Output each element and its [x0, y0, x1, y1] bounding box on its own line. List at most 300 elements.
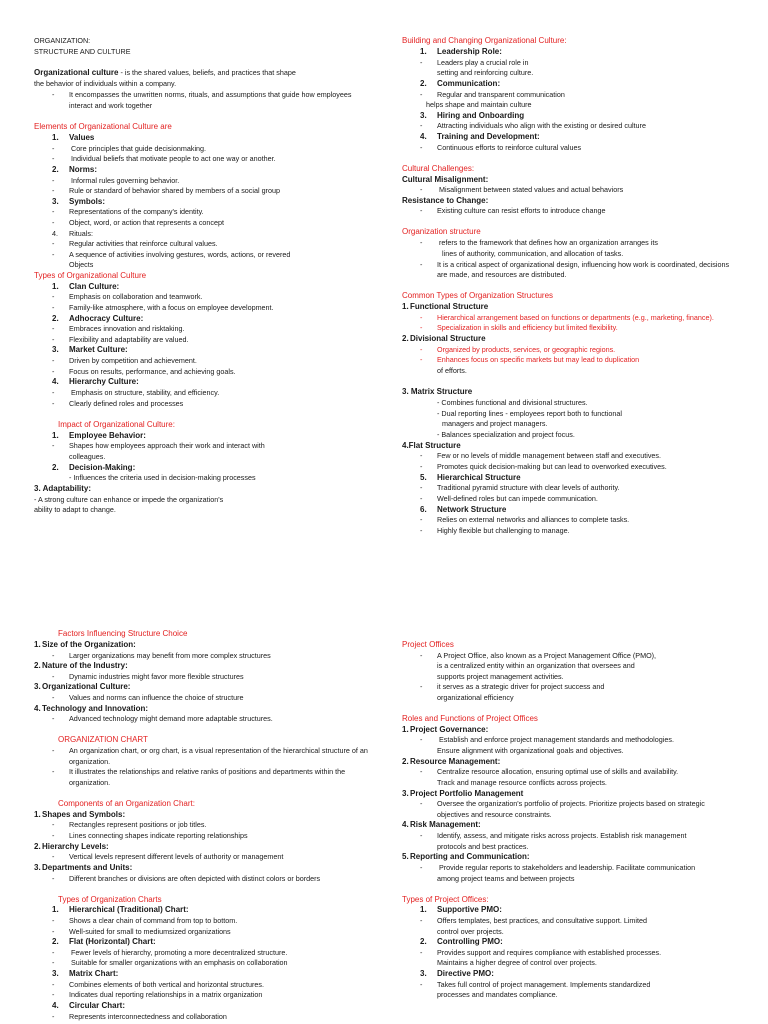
line-text: Training and Development:	[437, 132, 540, 141]
list-marker: -	[420, 948, 423, 957]
line-text: - Influences the criteria used in decision-making processes	[69, 473, 256, 482]
line-text: Object, word, or action that represents a concept	[69, 218, 225, 227]
list-marker: 2.	[52, 165, 59, 174]
line-text: Hierarchy Culture:	[69, 377, 139, 386]
doc-line-rf3b	[402, 810, 552, 821]
line-text: Divisional Structure	[410, 334, 486, 343]
list-marker: -	[52, 303, 55, 312]
line-text: Hierarchy Levels:	[42, 842, 109, 851]
line-text: Few or no levels of middle management between staff and executives.	[437, 451, 662, 460]
list-marker: -	[52, 693, 55, 702]
doc-line-ty2b	[34, 335, 188, 346]
list-marker: -	[420, 494, 423, 503]
doc-line-tc4a	[34, 1012, 227, 1023]
doc-line-f3	[34, 682, 130, 693]
list-marker: -	[420, 831, 423, 840]
doc-line-rh4	[402, 291, 553, 302]
list-marker: -	[52, 441, 55, 450]
doc-line-f1	[34, 640, 136, 651]
line-text: Symbols:	[69, 197, 106, 206]
doc-line-e4b	[34, 250, 290, 261]
doc-line-tc2a	[34, 948, 287, 959]
doc-line-e1	[34, 133, 94, 144]
doc-line-tp2	[402, 937, 503, 948]
list-marker: 3.	[34, 682, 41, 691]
doc-line-ty4a	[34, 388, 219, 399]
line-text: Indicates dual reporting relationships in a matrix organization	[69, 990, 263, 999]
list-marker: -	[420, 451, 423, 460]
list-marker: -	[52, 927, 55, 936]
line-text: ORGANIZATION CHART	[58, 735, 148, 744]
line-text: interact and work together	[69, 101, 153, 110]
list-marker: -	[420, 526, 423, 535]
list-marker: -	[420, 345, 423, 354]
doc-line-st5a	[402, 483, 620, 494]
doc-line-st6	[402, 505, 506, 516]
doc-line-r4a	[402, 143, 581, 154]
doc-line-co2	[34, 842, 109, 853]
line-text: supports project management activities.	[437, 672, 564, 681]
list-marker: 3.	[52, 197, 59, 206]
line-text: Resistance to Change:	[402, 196, 489, 205]
list-marker: 5.	[420, 473, 427, 482]
line-text: processes and mandates compliance.	[437, 990, 558, 999]
doc-line-ty4b	[34, 399, 183, 410]
line-text: Fewer levels of hierarchy, promoting a more decentralized structure.	[69, 948, 288, 957]
list-marker: -	[420, 206, 423, 215]
line-text: Oversee the organization's portfolio of projects. Prioritize projects based on strategic	[437, 799, 705, 808]
doc-line-os2	[402, 249, 623, 260]
line-text: Regular activities that reinforce cultural values.	[69, 239, 218, 248]
doc-line-r1b	[402, 68, 533, 79]
doc-line-os3	[402, 260, 729, 271]
doc-line-tc4	[34, 1001, 125, 1012]
line-text: Emphasis on structure, stability, and efficiency.	[69, 388, 220, 397]
doc-line-r2b	[402, 100, 532, 111]
list-marker: 2.	[52, 463, 59, 472]
line-text: control over projects.	[437, 927, 504, 936]
list-marker: -	[52, 1012, 55, 1021]
doc-line-ch3	[34, 767, 345, 778]
doc-line-cc1	[402, 175, 488, 186]
list-marker: -	[52, 874, 55, 883]
list-marker: 1.	[52, 905, 59, 914]
line-text: Enhances focus on specific markets but may lead to duplication	[437, 355, 640, 364]
doc-line-ty1b	[34, 303, 274, 314]
doc-line-ty3a	[34, 356, 197, 367]
line-text: Flexibility and adaptability are valued.	[69, 335, 189, 344]
doc-line-st2a	[402, 345, 615, 356]
line-text: Identify, assess, and mitigate risks across projects. Establish risk management	[437, 831, 687, 840]
doc-line-tc1	[34, 905, 189, 916]
list-marker: -	[420, 238, 423, 247]
doc-line-rf1	[402, 725, 488, 736]
line-text: Controlling PMO:	[437, 937, 503, 946]
list-marker: -	[420, 515, 423, 524]
line-text: Components of an Organization Chart:	[58, 799, 195, 808]
list-marker: -	[52, 292, 55, 301]
line-text: Informal rules governing behavior.	[69, 176, 180, 185]
line-text: Project Offices	[402, 640, 454, 649]
line-text: Roles and Functions of Project Offices	[402, 714, 538, 723]
line-text: Existing culture can resist efforts to introduce change	[437, 206, 606, 215]
doc-line-st4b	[402, 462, 667, 473]
list-marker: -	[52, 324, 55, 333]
list-marker: -	[52, 176, 55, 185]
list-marker: -	[420, 916, 423, 925]
doc-line-rf4a	[402, 831, 687, 842]
list-marker: -	[52, 144, 55, 153]
line-text: Hierarchical Structure	[437, 473, 521, 482]
line-text: Directive PMO:	[437, 969, 494, 978]
line-text: the behavior of individuals within a company.	[34, 79, 177, 88]
list-marker: 4.	[52, 1001, 59, 1010]
doc-line-tch	[34, 895, 162, 906]
doc-line-tc1a	[34, 916, 237, 927]
doc-line-e4	[34, 229, 93, 240]
doc-line-st2	[402, 334, 486, 345]
list-marker: -	[420, 58, 423, 67]
doc-line-e2	[34, 165, 97, 176]
line-text: Flat (Horizontal) Chart:	[69, 937, 156, 946]
doc-line-rf1a	[402, 735, 674, 746]
doc-line-r2a	[402, 90, 565, 101]
doc-line-e2b	[34, 186, 280, 197]
list-marker: -	[420, 735, 423, 744]
line-text: Advanced technology might demand more adaptable structures.	[69, 714, 273, 723]
list-marker: -	[52, 90, 55, 99]
line-text: 4.Flat Structure	[402, 441, 461, 450]
doc-line-rf3a	[402, 799, 705, 810]
doc-line-po5	[402, 693, 514, 704]
line-text: Well-suited for small to mediumsized organizations	[69, 927, 231, 936]
doc-line-rf4	[402, 820, 481, 831]
doc-line-rf5	[402, 852, 530, 863]
doc-line-tc3a	[34, 980, 264, 991]
list-marker: 2.	[420, 937, 427, 946]
list-marker: 3.	[420, 111, 427, 120]
doc-line-im1b	[34, 452, 105, 463]
doc-line-st2b	[402, 355, 639, 366]
line-text: objectives and resource constraints.	[437, 810, 552, 819]
list-marker: 2.	[34, 661, 41, 670]
line-text: Leadership Role:	[437, 47, 502, 56]
doc-line-rf2a	[402, 767, 678, 778]
list-marker: -	[52, 367, 55, 376]
doc-line-co3a	[34, 874, 320, 885]
doc-line-st6a	[402, 515, 629, 526]
line-text: organizational efficiency	[437, 693, 514, 702]
line-text: Provide regular reports to stakeholders and leadership. Facilitate communication	[437, 863, 696, 872]
line-text: Hierarchical arrangement based on functions or departments (e.g., marketing, finance).	[437, 313, 714, 322]
line-text: Rituals:	[69, 229, 93, 238]
list-marker: 1.	[420, 905, 427, 914]
line-text: Types of Organization Charts	[58, 895, 162, 904]
line-text: Offers templates, best practices, and consultative support. Limited	[437, 916, 648, 925]
line-text: Project Governance:	[410, 725, 489, 734]
line-text: Organized by products, services, or geographic regions.	[437, 345, 616, 354]
doc-line-st6b	[402, 526, 570, 537]
line-text: Norms:	[69, 165, 98, 174]
list-marker: 2.	[402, 757, 409, 766]
doc-line-e4a	[34, 239, 218, 250]
line-text: ORGANIZATION:	[34, 36, 91, 45]
line-text: Technology and Innovation:	[42, 704, 149, 713]
doc-line-st1	[402, 302, 488, 313]
list-marker: 1.	[52, 133, 59, 142]
list-marker: 1.	[34, 640, 41, 649]
line-text: Maintains a higher degree of control over projects.	[437, 958, 597, 967]
list-marker: -	[52, 852, 55, 861]
list-marker: -	[420, 767, 423, 776]
line-text: Regular and transparent communication	[437, 90, 565, 99]
doc-line-os4	[402, 270, 566, 281]
list-marker: -	[52, 746, 55, 755]
line-text: Shapes and Symbols:	[42, 810, 126, 819]
list-marker: -	[52, 767, 55, 776]
doc-line-st5	[402, 473, 521, 484]
line-text: Building and Changing Organizational Culture:	[402, 36, 567, 45]
line-text: organization.	[69, 778, 111, 787]
line-text: managers and project managers.	[442, 419, 548, 428]
doc-line-rf3	[402, 789, 523, 800]
line-text: organization.	[69, 757, 111, 766]
doc-line-co1b	[34, 831, 248, 842]
doc-line-rf5a	[402, 863, 695, 874]
line-text: - Balances specialization and project focus.	[437, 430, 575, 439]
line-text: It is a critical aspect of organizational design, influencing how work is coordinated, decisions	[437, 260, 730, 269]
line-text: helps shape and maintain culture	[426, 100, 532, 109]
list-marker: 4.	[402, 820, 409, 829]
line-text: refers to the framework that defines how an organization arranges its	[437, 238, 658, 247]
line-text: Different branches or divisions are often depicted with distinct colors or borders	[69, 874, 321, 883]
doc-line-oc2	[34, 79, 176, 90]
line-text: Individual beliefs that motivate people to act one way or another.	[69, 154, 276, 163]
doc-line-f1a	[34, 651, 271, 662]
list-marker: 4.	[34, 704, 41, 713]
line-text: Types of Project Offices:	[402, 895, 489, 904]
line-text: Attracting individuals who align with the existing or desired culture	[437, 121, 646, 130]
list-marker: 3.	[52, 345, 59, 354]
doc-line-rf2	[402, 757, 500, 768]
list-marker: 2.	[52, 937, 59, 946]
list-marker: 1.	[402, 302, 409, 311]
line-text: Hiring and Onboarding	[437, 111, 525, 120]
list-marker: -	[420, 121, 423, 130]
doc-line-co3	[34, 863, 132, 874]
line-text: Shows a clear chain of command from top to bottom.	[69, 916, 238, 925]
list-marker: 1.	[34, 810, 41, 819]
list-marker: -	[52, 831, 55, 840]
line-text: - Dual reporting lines - employees report both to functional	[437, 409, 622, 418]
doc-line-r4	[402, 132, 540, 143]
doc-line-ty1a	[34, 292, 202, 303]
line-text: Organizational Culture:	[42, 682, 131, 691]
doc-line-fh	[34, 629, 187, 640]
doc-line-e1b	[34, 154, 276, 165]
doc-line-r3	[402, 111, 524, 122]
line-text: lines of authority, communication, and allocation of tasks.	[442, 249, 624, 258]
line-text: Continuous efforts to reinforce cultural values	[437, 143, 582, 152]
line-text: is a centralized entity within an organization that oversees and	[437, 661, 635, 670]
list-marker: 2.	[52, 314, 59, 323]
line-text: Ensure alignment with organizational goals and objectives.	[437, 746, 624, 755]
line-text: It illustrates the relationships and relative ranks of positions and departments within the	[69, 767, 346, 776]
doc-line-st3c	[402, 419, 547, 430]
doc-line-e2a	[34, 176, 179, 187]
line-text: Well-defined roles but can impede communication.	[437, 494, 598, 503]
line-text: Focus on results, performance, and achieving goals.	[69, 367, 236, 376]
doc-line-tp2a	[402, 948, 661, 959]
line-text: Combines elements of both vertical and horizontal structures.	[69, 980, 264, 989]
doc-line-tp3a	[402, 980, 650, 991]
line-text: Communication:	[437, 79, 501, 88]
doc-line-tc3b	[34, 990, 262, 1001]
list-marker: -	[420, 863, 423, 872]
doc-line-rf2b	[402, 778, 607, 789]
doc-line-f4	[34, 704, 148, 715]
list-marker: -	[52, 154, 55, 163]
doc-line-cc2	[402, 196, 488, 207]
line-text: Nature of the Industry:	[42, 661, 128, 670]
doc-line-r2	[402, 79, 500, 90]
line-text: Supportive PMO:	[437, 905, 502, 914]
doc-line-tp2b	[402, 958, 597, 969]
line-text: Representations of the company's identity.	[69, 207, 204, 216]
list-marker: -	[52, 714, 55, 723]
doc-line-e4c	[34, 260, 93, 271]
list-marker: -	[420, 980, 423, 989]
doc-line-ch2	[34, 757, 110, 768]
line-text: Takes full control of project management. Implements standardized	[437, 980, 651, 989]
doc-line-st1a	[402, 313, 714, 324]
line-text: it serves as a strategic driver for project success and	[437, 682, 605, 691]
line-text: protocols and best practices.	[437, 842, 529, 851]
list-marker: -	[52, 948, 55, 957]
doc-line-ty3	[34, 345, 128, 356]
doc-line-st1b	[402, 323, 618, 334]
line-text: Driven by competition and achievement.	[69, 356, 197, 365]
line-text: Hierarchical (Traditional) Chart:	[69, 905, 189, 914]
line-text: Traditional pyramid structure with clear levels of authority.	[437, 483, 620, 492]
doc-line-ty2	[34, 314, 143, 325]
doc-line-os1	[402, 238, 658, 249]
line-text: Project Portfolio Management	[410, 789, 524, 798]
line-text: Leaders play a crucial role in	[437, 58, 529, 67]
line-text: A Project Office, also known as a Project Management Office (PMO),	[437, 651, 657, 660]
list-marker: 5.	[402, 852, 409, 861]
doc-line-ch1	[34, 746, 368, 757]
doc-line-tc1b	[34, 927, 231, 938]
line-text: Promotes quick decision-making but can lead to overworked executives.	[437, 462, 667, 471]
doc-line-st3	[402, 387, 472, 398]
doc-line-im3b	[34, 505, 116, 516]
list-marker: -	[52, 672, 55, 681]
doc-line-oc	[34, 68, 296, 79]
list-marker: 3.	[402, 789, 409, 798]
line-text: 3. Matrix Structure	[402, 387, 473, 396]
line-text: Organization structure	[402, 227, 481, 236]
list-marker: 1.	[402, 725, 409, 734]
line-text: Employee Behavior:	[69, 431, 146, 440]
line-text: Impact of Organizational Culture:	[58, 420, 175, 429]
line-text: Family-like atmosphere, with a focus on employee development.	[69, 303, 274, 312]
line-text: Cultural Challenges:	[402, 164, 475, 173]
doc-line-st4a	[402, 451, 661, 462]
doc-line-st3a	[402, 398, 588, 409]
doc-line-ty2a	[34, 324, 184, 335]
doc-line-tc2	[34, 937, 156, 948]
list-marker: -	[52, 239, 55, 248]
doc-line-r1	[402, 47, 502, 58]
doc-line-im1a	[34, 441, 265, 452]
doc-line-f2a	[34, 672, 244, 683]
list-marker: 1.	[52, 431, 59, 440]
doc-line-po3	[402, 672, 564, 683]
doc-line-cc1a	[402, 185, 623, 196]
line-text: Size of the Organization:	[42, 640, 136, 649]
doc-line-st2c	[402, 366, 467, 377]
doc-line-h3	[34, 420, 175, 431]
list-marker: -	[52, 916, 55, 925]
list-marker: -	[420, 682, 423, 691]
line-text: 3. Adaptability:	[34, 484, 92, 493]
line-text: Decision-Making:	[69, 463, 136, 472]
doc-line-rf1b	[402, 746, 624, 757]
doc-line-tc3	[34, 969, 118, 980]
doc-line-cc2a	[402, 206, 605, 217]
line-text: - A strong culture can enhance or impede the organization's	[34, 495, 224, 504]
doc-line-st4	[402, 441, 461, 452]
doc-line-im1	[34, 431, 146, 442]
doc-line-rf5b	[402, 874, 574, 885]
line-text: Core principles that guide decisionmaking.	[69, 144, 207, 153]
line-text: of efforts.	[437, 366, 467, 375]
list-marker: -	[52, 958, 55, 967]
line-text: Market Culture:	[69, 345, 128, 354]
doc-line-ch4	[34, 778, 110, 789]
doc-line-e3a	[34, 207, 204, 218]
line-text: Relies on external networks and alliances to complete tasks.	[437, 515, 630, 524]
doc-line-po4	[402, 682, 604, 693]
doc-line-rf4b	[402, 842, 529, 853]
doc-line-f3a	[34, 693, 243, 704]
doc-line-e3b	[34, 218, 224, 229]
list-marker: -	[52, 356, 55, 365]
doc-line-tp1b	[402, 927, 504, 938]
doc-line-coh	[34, 799, 195, 810]
list-marker: 1.	[420, 47, 427, 56]
line-text: It encompasses the unwritten norms, rituals, and assumptions that guide how employees	[69, 90, 352, 99]
doc-line-im2a	[34, 473, 256, 484]
list-marker: -	[420, 799, 423, 808]
list-marker: -	[52, 388, 55, 397]
doc-line-im2	[34, 463, 135, 474]
line-text: Functional Structure	[410, 302, 489, 311]
line-text: Represents interconnectedness and collaboration	[69, 1012, 227, 1021]
line-text: Misalignment between stated values and actual behaviors	[437, 185, 624, 194]
doc-line-e3	[34, 197, 105, 208]
list-marker: -	[52, 207, 55, 216]
list-marker: -	[420, 323, 423, 332]
line-text: Larger organizations may benefit from more complex structures	[69, 651, 271, 660]
line-text: Values	[69, 133, 95, 142]
line-text: Suitable for smaller organizations with an emphasis on collaboration	[69, 958, 288, 967]
line-text: Rule or standard of behavior shared by members of a social group	[69, 186, 280, 195]
doc-line-st5b	[402, 494, 598, 505]
list-marker: -	[52, 250, 55, 259]
line-text: Clan Culture:	[69, 282, 120, 291]
